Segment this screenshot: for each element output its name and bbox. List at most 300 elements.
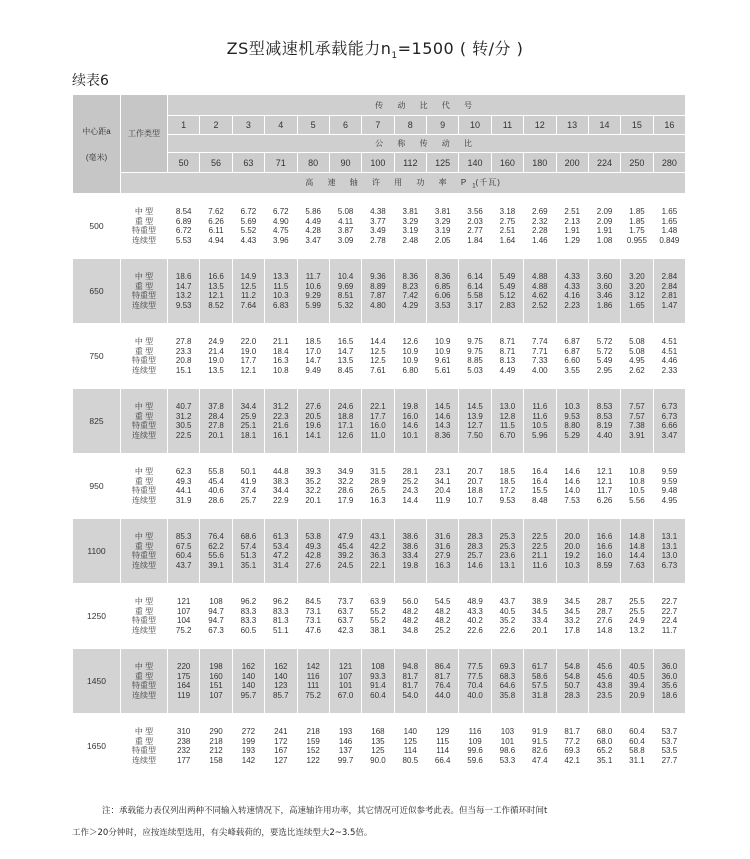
power-value-cell <box>265 519 297 584</box>
power-value: 4.88 <box>532 281 548 291</box>
power-value: 67.3 <box>208 625 224 635</box>
power-value: 27.6 <box>305 560 321 570</box>
power-value-cell <box>394 259 426 324</box>
power-value: 34.4 <box>273 486 289 495</box>
power-value-cell <box>362 584 394 649</box>
nominal-ratio-label: 公 称 传 动 比 <box>168 135 686 153</box>
power-value: 14.7 <box>175 281 192 291</box>
work-type-label: 重 型 <box>134 476 154 486</box>
power-value: 76.4 <box>208 532 224 541</box>
power-value-cell <box>427 259 459 324</box>
power-value: 42.2 <box>370 541 386 551</box>
power-value: 3.46 <box>596 291 613 300</box>
power-value: 3.20 <box>629 281 645 291</box>
power-value: 63.7 <box>337 606 354 616</box>
power-value: 5.29 <box>564 430 580 440</box>
power-value: 27.6 <box>596 616 613 625</box>
power-value: 8.71 <box>499 346 516 356</box>
power-value: 60.4 <box>629 736 645 746</box>
power-value: 22.6 <box>467 625 483 635</box>
power-value: 40.0 <box>467 690 483 700</box>
power-value: 7.71 <box>532 346 548 356</box>
power-value: 48.2 <box>434 606 451 616</box>
work-type-label: 连续型 <box>132 690 156 700</box>
power-value: 1.86 <box>596 300 613 310</box>
power-value: 158 <box>209 755 223 765</box>
power-value: 11.7 <box>305 272 321 281</box>
power-value: 43.7 <box>175 560 192 570</box>
power-value-cell <box>427 714 459 779</box>
ratio-code-cell: 14 <box>588 116 620 135</box>
power-value: 25.2 <box>402 476 419 486</box>
work-type-label: 中 型 <box>134 207 154 216</box>
ratio-code-cell: 15 <box>621 116 653 135</box>
power-value: 3.09 <box>337 235 354 245</box>
power-value: 27.7 <box>661 755 678 765</box>
power-value-cell <box>588 584 620 649</box>
power-value: 65.2 <box>596 746 613 755</box>
power-value: 91.4 <box>370 681 386 690</box>
power-value: 21.1 <box>273 337 289 346</box>
power-value-cell <box>524 584 556 649</box>
power-value: 34.5 <box>532 606 548 616</box>
power-value-cell <box>362 194 394 259</box>
power-value-cell <box>362 649 394 714</box>
power-value: 32.2 <box>305 486 321 495</box>
power-value: 47.2 <box>273 551 289 560</box>
center-distance-cell: 1250 <box>73 584 121 649</box>
nominal-ratio-cell: 160 <box>491 153 523 173</box>
power-value: 16.3 <box>370 495 386 505</box>
power-value: 48.2 <box>434 616 451 625</box>
power-value-cell <box>524 649 556 714</box>
nominal-ratio-cell: 125 <box>427 153 459 173</box>
power-value-cell <box>168 259 200 324</box>
work-type-label: 中 型 <box>134 662 154 671</box>
power-value: 9.61 <box>434 356 451 365</box>
power-value: 54.8 <box>564 671 580 681</box>
ratio-code-cell: 8 <box>394 116 426 135</box>
center-distance-cell: 750 <box>73 324 121 389</box>
power-value: 16.0 <box>370 421 386 430</box>
power-value: 40.7 <box>175 402 192 411</box>
power-value-cell <box>297 454 329 519</box>
power-value: 2.51 <box>564 207 580 216</box>
power-value: 66.4 <box>434 755 451 765</box>
power-value: 142 <box>241 755 256 765</box>
power-value: 8.36 <box>434 272 451 281</box>
power-value: 17.8 <box>564 625 580 635</box>
power-value: 50.7 <box>564 681 580 690</box>
work-type-label: 中 型 <box>134 727 154 736</box>
power-value: 48.2 <box>402 606 419 616</box>
power-value: 20.1 <box>208 430 224 440</box>
work-type-label: 中 型 <box>134 532 154 541</box>
work-type-cell <box>121 259 168 324</box>
power-value: 12.7 <box>467 421 483 430</box>
power-value-cell <box>653 649 686 714</box>
power-value: 13.0 <box>499 402 516 411</box>
power-value: 4.75 <box>273 226 289 235</box>
power-value: 8.71 <box>499 337 516 346</box>
power-value: 8.23 <box>402 281 419 291</box>
power-value: 44.1 <box>175 486 192 495</box>
power-value: 310 <box>177 727 191 736</box>
power-value-cell <box>653 454 686 519</box>
power-value: 94.7 <box>208 606 224 616</box>
power-value-cell <box>427 454 459 519</box>
power-value: 10.8 <box>273 365 289 375</box>
table-header <box>73 95 686 194</box>
power-value: 38.9 <box>532 597 548 606</box>
power-value: 2.05 <box>434 235 451 245</box>
power-value-cell <box>653 584 686 649</box>
power-value: 4.95 <box>629 356 645 365</box>
power-value: 20.1 <box>532 625 548 635</box>
power-value-cell <box>200 389 232 454</box>
power-value: 28.3 <box>467 541 483 551</box>
power-value: 18.5 <box>305 337 321 346</box>
power-value: 1.85 <box>629 216 645 226</box>
power-value-cell <box>168 389 200 454</box>
power-value: 76.4 <box>434 681 451 690</box>
power-value: 241 <box>274 727 288 736</box>
power-value-cell <box>491 389 523 454</box>
power-value: 5.72 <box>596 337 613 346</box>
power-value: 6.80 <box>402 365 419 375</box>
ratio-code-cell: 6 <box>329 116 361 135</box>
power-value: 94.8 <box>402 662 419 671</box>
work-type-label: 特重型 <box>132 681 156 690</box>
power-value: 7.38 <box>629 421 645 430</box>
power-value: 5.03 <box>467 365 483 375</box>
power-value: 116 <box>468 727 482 736</box>
power-value: 68.0 <box>596 736 613 746</box>
power-value: 11.6 <box>532 402 548 411</box>
table-row <box>73 454 686 519</box>
power-value: 5.49 <box>596 356 613 365</box>
power-value: 57.5 <box>532 681 548 690</box>
power-value: 39.1 <box>208 560 224 570</box>
power-value: 10.6 <box>305 281 321 291</box>
power-value: 58.8 <box>629 746 645 755</box>
power-value-cell <box>621 649 653 714</box>
power-value: 48.2 <box>402 616 419 625</box>
power-value-cell <box>459 454 491 519</box>
power-value: 25.2 <box>434 625 451 635</box>
power-value: 19.8 <box>402 560 419 570</box>
power-value: 9.53 <box>564 411 580 421</box>
power-value: 36.0 <box>661 671 678 681</box>
power-value-cell <box>459 324 491 389</box>
power-value: 8.51 <box>337 291 354 300</box>
work-type-cell <box>121 649 168 714</box>
power-value: 8.59 <box>596 560 613 570</box>
power-value: 10.3 <box>564 402 580 411</box>
center-distance-cell: 500 <box>73 194 121 259</box>
power-value-cell <box>200 519 232 584</box>
power-value-cell <box>588 259 620 324</box>
power-value: 28.3 <box>467 532 483 541</box>
table-row <box>73 324 686 389</box>
power-value: 177 <box>177 755 191 765</box>
power-value: 5.32 <box>337 300 354 310</box>
power-value: 35.1 <box>596 755 613 765</box>
power-value-cell <box>556 584 588 649</box>
power-value: 17.0 <box>305 346 321 356</box>
work-type-cell <box>121 454 168 519</box>
power-value: 98.6 <box>499 746 516 755</box>
power-label: 高 速 轴 许 用 功 率 $P_1$(千瓦) <box>121 173 686 194</box>
work-type-label: 中 型 <box>134 597 154 606</box>
center-distance-cell: 1450 <box>73 649 121 714</box>
power-value: 14.5 <box>434 402 451 411</box>
power-value-cell <box>491 584 523 649</box>
power-value: 290 <box>209 727 223 736</box>
power-value: 151 <box>209 681 223 690</box>
power-value: 14.6 <box>402 421 419 430</box>
power-value-cell <box>394 324 426 389</box>
power-value: 11.5 <box>273 281 289 291</box>
page-title: ZS型减速机承载能力$n_1=1500$ ( 转/分 ) <box>226 39 524 62</box>
power-value: 11.2 <box>240 291 256 300</box>
power-value: 3.55 <box>564 365 580 375</box>
power-value: 2.95 <box>596 365 613 375</box>
power-value: 20.4 <box>434 486 451 495</box>
power-value: 37.4 <box>240 486 257 495</box>
work-type-label: 特重型 <box>132 616 156 625</box>
power-value: 13.1 <box>499 560 516 570</box>
power-value: 5.12 <box>499 291 516 300</box>
power-value-cell <box>362 454 394 519</box>
power-value: 14.8 <box>629 532 645 541</box>
power-value: 5.86 <box>305 207 321 216</box>
power-value: 34.5 <box>564 597 580 606</box>
power-value: 140 <box>241 671 256 681</box>
power-value: 40.5 <box>629 671 645 681</box>
power-value: 13.9 <box>467 411 483 421</box>
power-value: 82.6 <box>532 746 548 755</box>
power-value: 99.6 <box>467 746 483 755</box>
power-value: 10.9 <box>402 356 419 365</box>
power-value-cell <box>362 259 394 324</box>
power-value-cell <box>297 519 329 584</box>
power-value: 272 <box>241 727 256 736</box>
power-value: 67.0 <box>337 690 354 700</box>
power-value: 18.1 <box>240 430 257 440</box>
power-value: 2.52 <box>532 300 548 310</box>
power-value-cell <box>394 584 426 649</box>
power-value: 81.7 <box>434 671 451 681</box>
power-value: 2.62 <box>629 365 645 375</box>
power-value: 3.81 <box>434 207 451 216</box>
power-value-cell <box>329 454 361 519</box>
power-value: 5.58 <box>467 291 483 300</box>
power-value: 16.4 <box>532 467 548 476</box>
power-value: 68.6 <box>240 532 257 541</box>
power-value-cell <box>556 519 588 584</box>
power-value: 43.3 <box>467 606 483 616</box>
power-value: 18.4 <box>273 346 289 356</box>
power-value: 7.53 <box>564 495 580 505</box>
power-value: 4.95 <box>661 495 678 505</box>
power-value: 6.85 <box>434 281 451 291</box>
power-value: 83.3 <box>240 606 257 616</box>
nominal-ratio-cell: 280 <box>653 153 686 173</box>
power-value: 23.5 <box>596 690 613 700</box>
power-value: 16.0 <box>402 411 419 421</box>
power-value: 13.5 <box>208 281 224 291</box>
power-value: 73.1 <box>305 616 321 625</box>
power-value-cell <box>297 324 329 389</box>
power-value-cell <box>621 454 653 519</box>
power-value: 33.4 <box>402 551 419 560</box>
power-value: 93.3 <box>370 671 386 681</box>
power-value-cell <box>200 324 232 389</box>
power-value: 14.6 <box>467 560 483 570</box>
power-value: 22.1 <box>370 402 386 411</box>
power-value: 34.1 <box>434 476 451 486</box>
power-value: 37.8 <box>208 402 224 411</box>
power-value: 2.48 <box>402 235 419 245</box>
power-value: 75.2 <box>175 625 192 635</box>
power-value: 22.1 <box>370 560 386 570</box>
nominal-ratio-cell: 112 <box>394 153 426 173</box>
power-value: 6.14 <box>467 272 483 281</box>
power-value: 121 <box>338 662 353 671</box>
power-value: 2.28 <box>532 226 548 235</box>
power-value: 3.56 <box>467 207 483 216</box>
power-value-cell <box>491 519 523 584</box>
power-value-cell <box>329 584 361 649</box>
power-value: 28.1 <box>402 467 419 476</box>
power-value: 31.2 <box>175 411 192 421</box>
power-value: 14.5 <box>467 402 483 411</box>
power-value: 22.5 <box>532 541 548 551</box>
power-value: 91.5 <box>532 736 548 746</box>
power-value: 51.3 <box>240 551 257 560</box>
power-value: 9.59 <box>661 467 678 476</box>
power-value-cell <box>524 194 556 259</box>
power-value: 27.8 <box>175 337 192 346</box>
power-value: 84.5 <box>305 597 321 606</box>
table-subtitle: 续表6 <box>72 73 109 89</box>
power-value: 68.0 <box>596 727 613 736</box>
power-value-cell <box>232 714 264 779</box>
ratio-code-cell: 2 <box>200 116 232 135</box>
power-value: 25.5 <box>629 597 645 606</box>
power-value-cell <box>394 194 426 259</box>
power-value: 50.1 <box>240 467 257 476</box>
power-value: 55.6 <box>208 551 224 560</box>
power-value-cell <box>653 519 686 584</box>
power-value: 48.9 <box>467 597 483 606</box>
footnote <box>72 800 697 844</box>
power-value-cell <box>427 584 459 649</box>
power-value: 18.6 <box>175 272 192 281</box>
work-type-label: 特重型 <box>132 486 156 495</box>
power-value: 7.42 <box>402 291 419 300</box>
power-value: 31.5 <box>370 467 386 476</box>
work-type-label: 连续型 <box>132 560 156 570</box>
power-value: 1.29 <box>564 235 580 245</box>
power-value: 31.9 <box>175 495 192 505</box>
power-value: 44.0 <box>434 690 451 700</box>
power-value: 6.83 <box>273 300 289 310</box>
power-value: 10.1 <box>402 430 419 440</box>
power-value: 1.65 <box>661 216 678 226</box>
power-value: 69.3 <box>564 746 580 755</box>
power-value: 18.5 <box>499 476 516 486</box>
power-value: 4.33 <box>564 281 580 291</box>
power-value: 5.08 <box>629 346 645 356</box>
power-value: 116 <box>306 671 320 681</box>
power-value: 5.49 <box>499 272 516 281</box>
table-row <box>73 584 686 649</box>
power-value: 18.5 <box>499 467 516 476</box>
power-value: 114 <box>403 746 417 755</box>
power-value: 7.87 <box>370 291 386 300</box>
power-value: 1.47 <box>661 300 678 310</box>
power-value: 2.81 <box>661 291 678 300</box>
power-value: 13.5 <box>208 365 224 375</box>
work-type-label: 重 型 <box>134 281 154 291</box>
power-value: 67.5 <box>175 541 192 551</box>
power-value: 8.53 <box>596 402 613 411</box>
power-value: 6.72 <box>273 207 289 216</box>
power-value-cell <box>621 194 653 259</box>
power-value: 24.5 <box>337 560 354 570</box>
power-value: 25.1 <box>240 421 257 430</box>
table-row <box>73 194 686 259</box>
power-value: 135 <box>371 736 385 746</box>
power-value: 25.7 <box>240 495 257 505</box>
power-value: 56.0 <box>402 597 419 606</box>
ratio-code-cell: 7 <box>362 116 394 135</box>
power-value: 3.47 <box>661 430 678 440</box>
work-type-label: 重 型 <box>134 411 154 421</box>
power-value-cell <box>329 194 361 259</box>
power-value-cell <box>653 259 686 324</box>
power-value-cell <box>524 324 556 389</box>
power-value: 218 <box>306 727 320 736</box>
power-value-cell <box>588 194 620 259</box>
ratio-code-label: 传 动 比 代 号 <box>168 95 686 116</box>
power-value: 212 <box>209 746 223 755</box>
work-type-label: 重 型 <box>134 346 154 356</box>
power-value-cell <box>427 389 459 454</box>
power-value-cell <box>394 454 426 519</box>
work-type-label: 连续型 <box>132 300 156 310</box>
power-value: 22.7 <box>661 606 678 616</box>
power-value-cell <box>621 519 653 584</box>
power-value: 62.3 <box>175 467 192 476</box>
power-value: 14.6 <box>434 411 451 421</box>
power-value: 22.4 <box>661 616 678 625</box>
power-value-cell <box>168 714 200 779</box>
power-value: 49.3 <box>305 541 321 551</box>
power-value: 111 <box>307 681 320 690</box>
ratio-code-cell: 11 <box>491 116 523 135</box>
power-value: 31.6 <box>434 532 451 541</box>
center-distance-cell: 825 <box>73 389 121 454</box>
power-value: 83.3 <box>273 606 289 616</box>
power-value: 140 <box>274 671 288 681</box>
power-value-cell <box>588 454 620 519</box>
power-value: 25.3 <box>499 541 516 551</box>
power-value-cell <box>329 259 361 324</box>
power-value-cell <box>168 649 200 714</box>
